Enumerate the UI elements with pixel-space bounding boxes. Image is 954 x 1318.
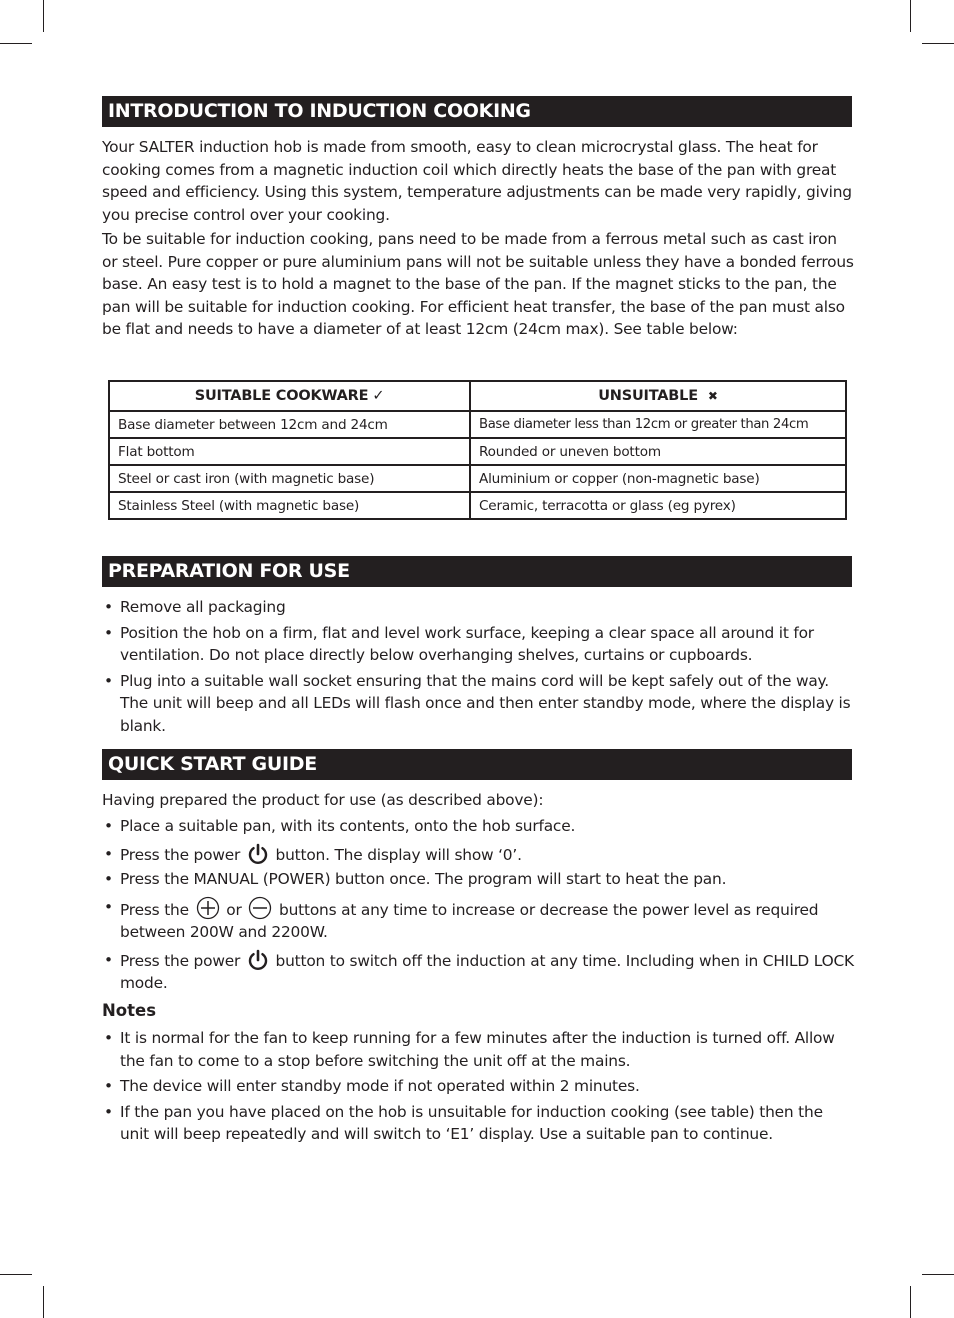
crop-mark (0, 43, 32, 44)
table-row (109, 411, 846, 438)
list-item (102, 843, 854, 867)
list-item-text: buttons at any time to increase or decrease the power level as required between 200W and 2200W. (120, 900, 819, 941)
list-item-text: Press the MANUAL (POWER) button once. The program will start to heat the pan. (120, 870, 727, 888)
crop-mark (910, 1286, 911, 1318)
intro-paragraph-2: To be suitable for induction cooking, pans need to be made from a ferrous metal such as cast iron or steel. Pure copper or pure aluminium pans will not be suitable unless they have a bonded ferrous base. An easy test is to hold a magnet to the base of the pan. If the magnet sticks to the pan, the pan will be suitable for induction cooking. For efficient heat transfer, the base of the pan must also be flat and needs to have a diameter of at least 12cm (24cm max). See table below: (102, 230, 854, 338)
list-item (102, 949, 854, 995)
table-cell: Ceramic, terracotta or glass (eg pyrex) (470, 492, 846, 519)
table-header-row (109, 381, 846, 411)
crop-mark (922, 43, 954, 44)
list-item (102, 868, 854, 891)
cross-mark-icon: ✖ (707, 389, 718, 403)
power-icon (247, 843, 269, 865)
header-suitable-label: SUITABLE COOKWARE (194, 388, 369, 404)
list-item: • Remove all packaging (102, 596, 854, 619)
list-item: • Position the hob on a firm, flat and level work surface, keeping a clear space all around it for ventilation. Do not place directly below overhanging shelves, curtains or cupboards. (102, 622, 854, 667)
table-cell: Stainless Steel (with magnetic base) (109, 492, 470, 519)
list-item (102, 815, 854, 838)
list-item-text: Press the power (120, 951, 241, 970)
table-row (109, 438, 846, 465)
section-heading-preparation: PREPARATION FOR USE (102, 556, 852, 587)
intro-paragraph-1: Your SALTER induction hob is made from smooth, easy to clean microcrystal glass. The heat for cooking comes from a magnetic induction coil which directly heats the base of the pan with great speed and efficiency. Using this system, temperature adjustments can be made very rapidly, giving you precise control over your cooking. (102, 138, 852, 224)
table-cell: Steel or cast iron (with magnetic base) (109, 465, 470, 492)
list-item-text: Press the (120, 900, 189, 919)
header-unsuitable-label: UNSUITABLE (598, 388, 698, 404)
list-item (102, 896, 854, 944)
list-item-text: button to switch off the induction at any time. Including when in CHILD LOCK mode. (120, 951, 854, 992)
quick-start-list (102, 815, 854, 995)
table-cell: Rounded or uneven bottom (470, 438, 846, 465)
table-row (109, 465, 846, 492)
crop-mark (43, 0, 44, 32)
check-mark-icon: ✓ (372, 388, 385, 404)
quick-start-intro: Having prepared the product for use (as described above): (102, 791, 544, 809)
table-cell: Base diameter between 12cm and 24cm (109, 411, 470, 438)
list-item: • It is normal for the fan to keep running for a few minutes after the induction is turned off. Allow the fan to come to a stop before switching the unit off at the mains. (102, 1027, 854, 1072)
table-cell: Flat bottom (109, 438, 470, 465)
crop-mark (0, 1274, 32, 1275)
plus-circle-icon (196, 896, 220, 920)
list-item-text: button. The display will show ‘0’. (275, 845, 522, 864)
cookware-table (108, 380, 847, 520)
section-heading-introduction: INTRODUCTION TO INDUCTION COOKING (102, 96, 852, 127)
minus-circle-icon (248, 896, 272, 920)
notes-heading: Notes (102, 1001, 157, 1020)
header-unsuitable (470, 381, 846, 411)
crop-mark (43, 1286, 44, 1318)
crop-mark (922, 1274, 954, 1275)
list-item: • The device will enter standby mode if not operated within 2 minutes. (102, 1075, 854, 1098)
list-item-text: Place a suitable pan, with its contents, onto the hob surface. (120, 817, 576, 835)
list-item-text: or (226, 900, 242, 919)
table-cell: Base diameter less than 12cm or greater than 24cm (470, 411, 846, 438)
notes-list (102, 1027, 854, 1146)
crop-mark (910, 0, 911, 32)
header-suitable (109, 381, 470, 411)
list-item-text: Press the power (120, 845, 241, 864)
list-item: • Plug into a suitable wall socket ensuring that the mains cord will be kept safely out of the way. The unit will beep and all LEDs will flash once and then enter standby mode, where the display is blank. (102, 670, 854, 738)
section-heading-quick-start: QUICK START GUIDE (102, 749, 852, 780)
list-item: • If the pan you have placed on the hob is unsuitable for induction cooking (see table) then the unit will beep repeatedly and will switch to ‘E1’ display. Use a suitable pan to continue. (102, 1101, 854, 1146)
table-cell: Aluminium or copper (non-magnetic base) (470, 465, 846, 492)
power-icon (247, 949, 269, 971)
table-row (109, 492, 846, 519)
preparation-list (102, 596, 854, 737)
